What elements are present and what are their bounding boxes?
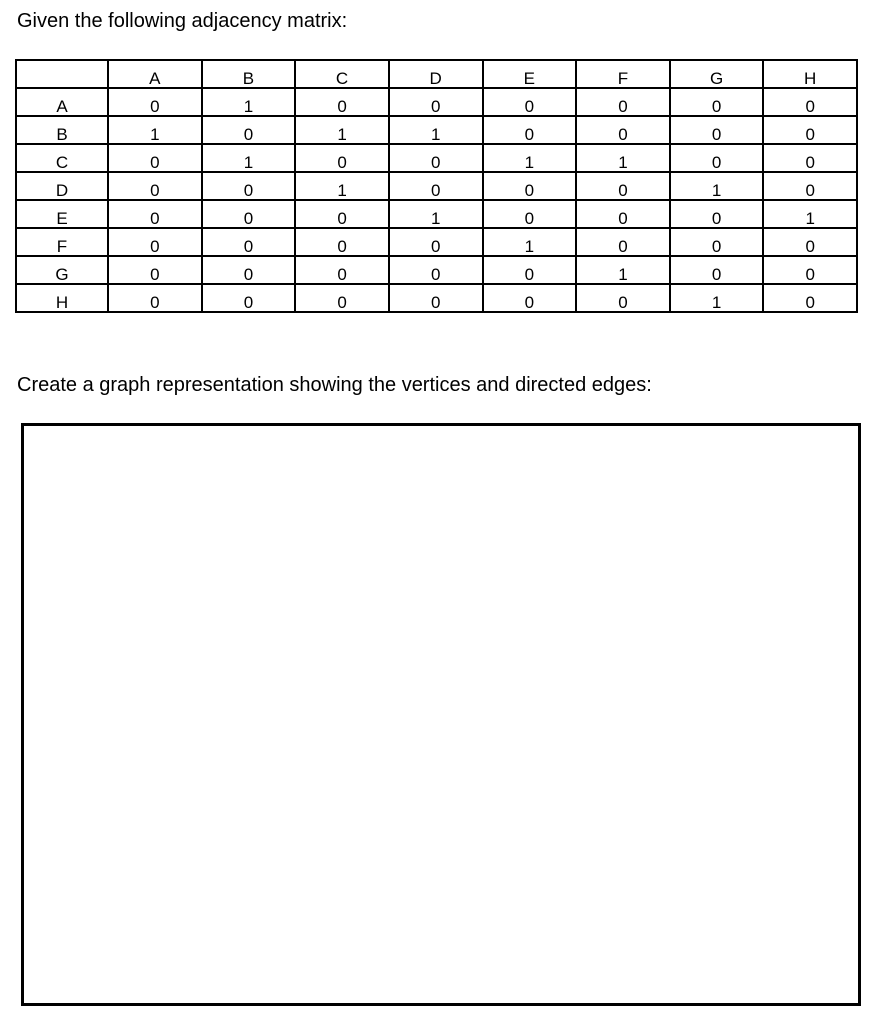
- matrix-cell: 0: [763, 256, 857, 284]
- matrix-row: [16, 88, 857, 116]
- matrix-cell: 0: [576, 228, 670, 256]
- matrix-header-row: [16, 60, 857, 88]
- matrix-cell: 0: [483, 200, 577, 228]
- matrix-cell: 0: [389, 172, 483, 200]
- matrix-cell: 1: [389, 200, 483, 228]
- column-header-h: H: [763, 60, 857, 88]
- matrix-cell: 0: [389, 228, 483, 256]
- column-header-b: B: [202, 60, 296, 88]
- matrix-cell: 0: [108, 88, 202, 116]
- row-header: D: [16, 172, 108, 200]
- matrix-cell: 1: [295, 116, 389, 144]
- column-header-f: F: [576, 60, 670, 88]
- matrix-cell: 0: [295, 144, 389, 172]
- matrix-cell: 0: [295, 284, 389, 312]
- matrix-cell: 0: [670, 88, 764, 116]
- adjacency-matrix-table: [15, 59, 858, 313]
- matrix-cell: 0: [202, 172, 296, 200]
- matrix-row: [16, 172, 857, 200]
- matrix-cell: 0: [576, 88, 670, 116]
- matrix-cell: 0: [202, 200, 296, 228]
- matrix-cell: 0: [576, 284, 670, 312]
- matrix-cell: 1: [576, 144, 670, 172]
- matrix-cell: 0: [576, 200, 670, 228]
- matrix-cell: 0: [763, 116, 857, 144]
- column-header-e: E: [483, 60, 577, 88]
- matrix-cell: 0: [295, 256, 389, 284]
- matrix-cell: 0: [670, 144, 764, 172]
- matrix-cell: 0: [202, 256, 296, 284]
- column-header-c: C: [295, 60, 389, 88]
- matrix-cell: 0: [763, 228, 857, 256]
- matrix-cell: 1: [389, 116, 483, 144]
- row-header: F: [16, 228, 108, 256]
- graph-answer-box[interactable]: [21, 423, 861, 1006]
- matrix-cell: 1: [108, 116, 202, 144]
- matrix-cell: 1: [763, 200, 857, 228]
- matrix-cell: 0: [295, 200, 389, 228]
- matrix-cell: 0: [670, 228, 764, 256]
- matrix-cell: 0: [108, 144, 202, 172]
- matrix-cell: 1: [295, 172, 389, 200]
- matrix-row: [16, 116, 857, 144]
- matrix-body: [16, 88, 857, 312]
- matrix-cell: 0: [389, 88, 483, 116]
- row-header: C: [16, 144, 108, 172]
- row-header: H: [16, 284, 108, 312]
- row-header: E: [16, 200, 108, 228]
- matrix-cell: 0: [202, 116, 296, 144]
- matrix-cell: 1: [576, 256, 670, 284]
- matrix-cell: 0: [483, 284, 577, 312]
- matrix-cell: 1: [483, 228, 577, 256]
- graph-prompt: Create a graph representation showing the vertices and directed edges:: [17, 374, 652, 396]
- matrix-cell: 0: [389, 284, 483, 312]
- matrix-row: [16, 228, 857, 256]
- matrix-cell: 0: [576, 116, 670, 144]
- matrix-cell: 0: [483, 172, 577, 200]
- matrix-cell: 1: [670, 172, 764, 200]
- matrix-cell: 0: [483, 116, 577, 144]
- matrix-cell: 0: [108, 256, 202, 284]
- matrix-cell: 1: [202, 88, 296, 116]
- row-header: A: [16, 88, 108, 116]
- matrix-cell: 0: [670, 116, 764, 144]
- column-header-a: A: [108, 60, 202, 88]
- matrix-cell: 0: [389, 144, 483, 172]
- matrix-cell: 0: [483, 256, 577, 284]
- matrix-cell: 1: [670, 284, 764, 312]
- matrix-cell: 0: [483, 88, 577, 116]
- matrix-cell: 0: [763, 144, 857, 172]
- matrix-cell: 0: [108, 200, 202, 228]
- matrix-cell: 0: [202, 284, 296, 312]
- matrix-cell: 0: [202, 228, 296, 256]
- matrix-cell: 0: [670, 200, 764, 228]
- matrix-row: [16, 284, 857, 312]
- matrix-cell: 0: [389, 256, 483, 284]
- row-header: B: [16, 116, 108, 144]
- matrix-cell: 1: [483, 144, 577, 172]
- column-header-g: G: [670, 60, 764, 88]
- matrix-cell: 0: [108, 228, 202, 256]
- matrix-cell: 0: [108, 284, 202, 312]
- matrix-cell: 0: [763, 284, 857, 312]
- matrix-row: [16, 144, 857, 172]
- matrix-corner-cell: [16, 60, 108, 88]
- column-header-d: D: [389, 60, 483, 88]
- matrix-cell: 1: [202, 144, 296, 172]
- matrix-cell: 0: [763, 88, 857, 116]
- matrix-row: [16, 200, 857, 228]
- matrix-row: [16, 256, 857, 284]
- matrix-cell: 0: [295, 228, 389, 256]
- matrix-cell: 0: [108, 172, 202, 200]
- matrix-cell: 0: [295, 88, 389, 116]
- matrix-cell: 0: [670, 256, 764, 284]
- row-header: G: [16, 256, 108, 284]
- question-heading: Given the following adjacency matrix:: [17, 10, 348, 32]
- matrix-cell: 0: [763, 172, 857, 200]
- matrix-cell: 0: [576, 172, 670, 200]
